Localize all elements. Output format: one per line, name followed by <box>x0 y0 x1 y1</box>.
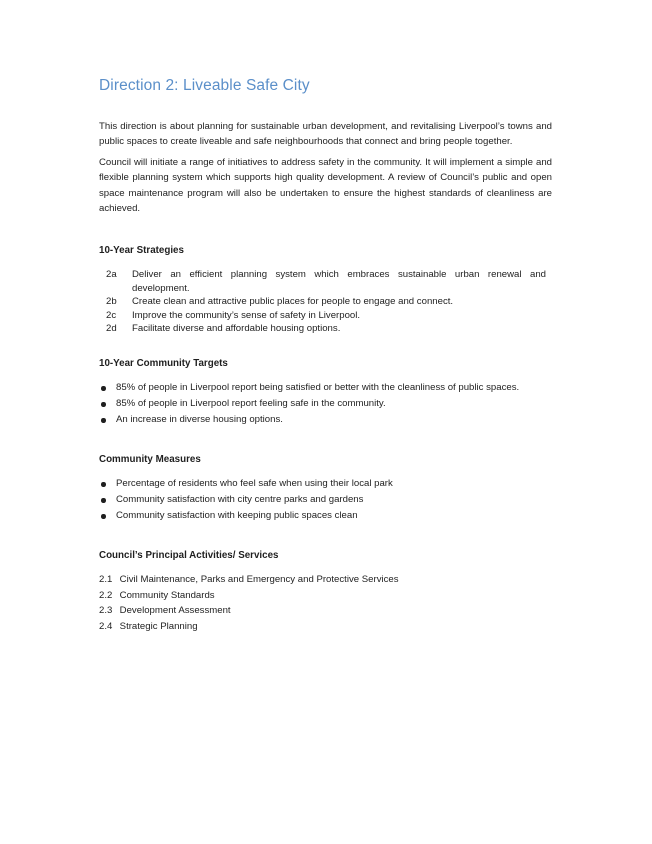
measure-item <box>99 476 559 492</box>
strategy-item <box>99 309 552 323</box>
measure-item <box>99 508 559 524</box>
measure-item <box>99 492 559 508</box>
strategy-text: Facilitate diverse and affordable housing options. <box>132 323 341 334</box>
target-item <box>99 412 559 428</box>
services-heading: Council’s Principal Activities/ Services <box>99 550 279 561</box>
service-text: Development Assessment <box>119 605 231 616</box>
strategy-item <box>99 268 552 295</box>
service-item <box>99 588 551 604</box>
intro-paragraph-1: This direction is about planning for sustainable urban development, and revitalising Liverpool’s towns and public spaces to create liveable and safe neighbourhoods that connect and bring people together. <box>99 121 552 148</box>
targets-heading: 10-Year Community Targets <box>99 358 228 369</box>
strategy-item <box>99 322 552 336</box>
measure-text: Community satisfaction with city centre parks and gardens <box>116 494 364 506</box>
service-item <box>99 619 551 635</box>
bullet-icon <box>101 498 106 503</box>
target-text: 85% of people in Liverpool report being satisfied or better with the cleanliness of public spaces. <box>116 382 520 393</box>
service-item <box>99 603 551 619</box>
service-number: 2.1 <box>99 574 113 585</box>
service-text: Civil Maintenance, Parks and Emergency and Protective Services <box>119 574 399 585</box>
service-text: Community Standards <box>119 589 215 601</box>
strategy-code: 2b <box>106 296 117 307</box>
measure-text: Percentage of residents who feel safe when using their local park <box>116 478 393 489</box>
service-item <box>99 572 551 588</box>
target-item <box>99 380 559 396</box>
bullet-icon <box>101 402 106 407</box>
strategy-code: 2d <box>106 323 117 334</box>
strategy-item <box>99 295 552 309</box>
bullet-icon <box>101 418 106 423</box>
bullet-icon <box>101 386 106 391</box>
strategy-code: 2c <box>106 309 117 321</box>
measures-heading: Community Measures <box>99 454 201 465</box>
target-text: 85% of people in Liverpool report feeling safe in the community. <box>116 398 386 410</box>
intro-paragraph-2: Council will initiate a range of initiatives to address safety in the community. It will implement a simple and flexible planning system which supports high quality development. A review of Council’s public and open space maintenance program will also be undertaken to ensure the highest standards of cleanliness are achieved. <box>99 157 552 215</box>
service-text: Strategic Planning <box>119 620 198 632</box>
strategies-heading: 10-Year Strategies <box>99 245 184 256</box>
target-text: An increase in diverse housing options. <box>116 414 283 426</box>
bullet-icon <box>101 482 106 487</box>
targets-list <box>99 380 559 429</box>
strategy-text: Improve the community’s sense of safety in Liverpool. <box>132 309 361 321</box>
services-list <box>99 572 551 634</box>
service-number: 2.2 <box>99 589 113 601</box>
bullet-icon <box>101 514 106 519</box>
measure-text: Community satisfaction with keeping public spaces clean <box>116 510 358 522</box>
target-item <box>99 396 559 412</box>
service-number: 2.3 <box>99 605 113 616</box>
strategies-list <box>99 268 552 336</box>
service-number: 2.4 <box>99 620 113 632</box>
strategy-text: Create clean and attractive public places for people to engage and connect. <box>132 296 454 307</box>
strategy-text: Deliver an efficient planning system which embraces sustainable urban renewal and development. <box>132 269 546 294</box>
strategy-code: 2a <box>106 269 117 280</box>
page-title: Direction 2: Liveable Safe City <box>99 77 310 94</box>
measures-list <box>99 476 559 525</box>
